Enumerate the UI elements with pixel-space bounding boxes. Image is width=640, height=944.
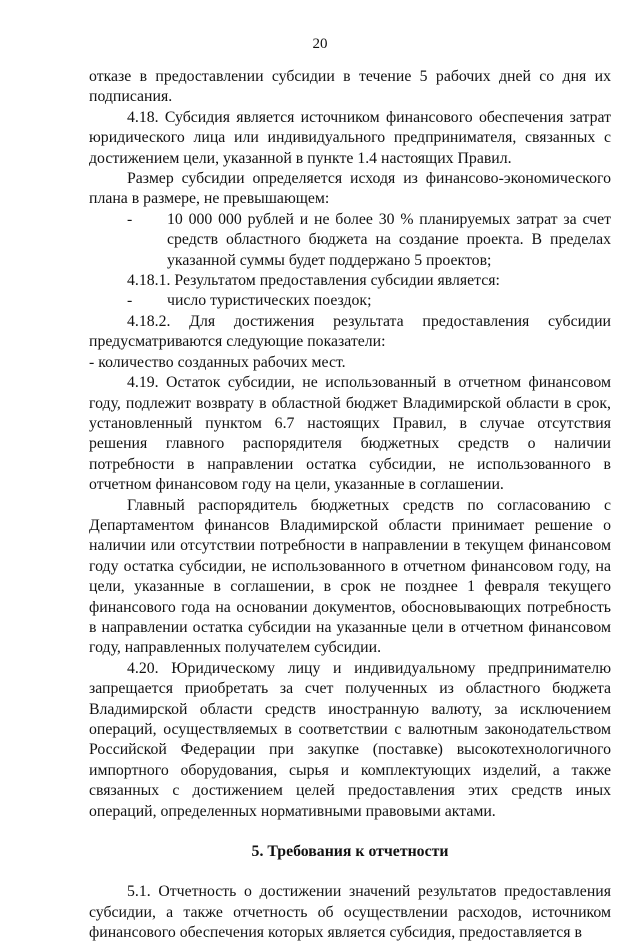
paragraph-4-18-1: 4.18.1. Результатом предоставления субсидии является: bbox=[127, 272, 500, 290]
paragraph-4-18-2: 4.18.2. Для достижения результата предоставления субсидии предусматриваются следующие показатели: bbox=[89, 312, 611, 351]
list-item-text: 10 000 000 рублей и не более 30 % планируемых затрат за счет средств областного бюджета на создание проекта. В пределах указанной суммы будет поддержано 5 проектов; bbox=[167, 210, 611, 269]
paragraph-continuation: отказе в предоставлении субсидии в течение 5 рабочих дней со дня их подписания. bbox=[89, 68, 611, 106]
paragraph-main-administrator: Главный распорядитель бюджетных средств по согласованию с Департаментом финансов Владимирской области принимает решение о наличии или отсутствии потребности в направлении в текущем финансовом году остатка субсидии, не использованного в отчетном финансовом году, на цели, указанные в соглашении, в срок не позднее 1 февраля текущего финансового года на основании документов, обосновывающих потребность в направлении остатка субсидии на указанные цели в отчетном финансовом году, направленных получателем субсидии. bbox=[89, 496, 611, 657]
dash-marker: - bbox=[127, 210, 133, 228]
paragraph-subsidy-size: Размер субсидии определяется исходя из финансово-экономического плана в размере, не превышающем: bbox=[89, 170, 611, 208]
paragraph-4-18: 4.18. Субсидия является источником финансового обеспечения затрат юридического лица или индивидуального предпринимателя, связанных с достижением цели, указанной в пункте 1.4 настоящих Правил. bbox=[89, 108, 611, 167]
page-number: 20 bbox=[312, 36, 328, 52]
list-item-trips bbox=[89, 291, 611, 311]
list-item-text: число туристических поездок; bbox=[167, 292, 372, 310]
dash-marker: - bbox=[127, 292, 133, 310]
paragraph-4-19: 4.19. Остаток субсидии, не использованный в отчетном финансовом году, подлежит возврату в областной бюджет Владимирской области в срок, установленный пунктом 6.7 настоящих Правил, в случае отсутствия решения главного распорядителя бюджетных средств о наличии потребности в направлении остатка субсидии, не использованного в отчетном финансовом году на цели, указанные в соглашении. bbox=[89, 374, 611, 494]
list-item-amount bbox=[89, 210, 611, 271]
document-body bbox=[89, 67, 611, 944]
paragraph-jobs-indicator: - количество созданных рабочих мест. bbox=[89, 353, 346, 371]
paragraph-5-1: 5.1. Отчетность о достижении значений результатов предоставления субсидии, а также отчетность об осуществлении расходов, источником финансового обеспечения которых является субсидия, предоставляется в bbox=[89, 883, 611, 942]
paragraph-4-20: 4.20. Юридическому лицу и индивидуальному предпринимателю запрещается приобретать за счет полученных из областного бюджета Владимирской области средств иностранную валюту, за исключением операций, осуществляемых в соответствии с валютным законодательством Российской Федерации при закупке (поставке) высокотехнологичного импортного оборудования, сырья и комплектующих изделий, а также связанных с достижением целей предоставления этих средств иных операций, определенных нормативными правовыми актами. bbox=[89, 659, 611, 820]
section-heading: 5. Требования к отчетности bbox=[251, 843, 449, 861]
